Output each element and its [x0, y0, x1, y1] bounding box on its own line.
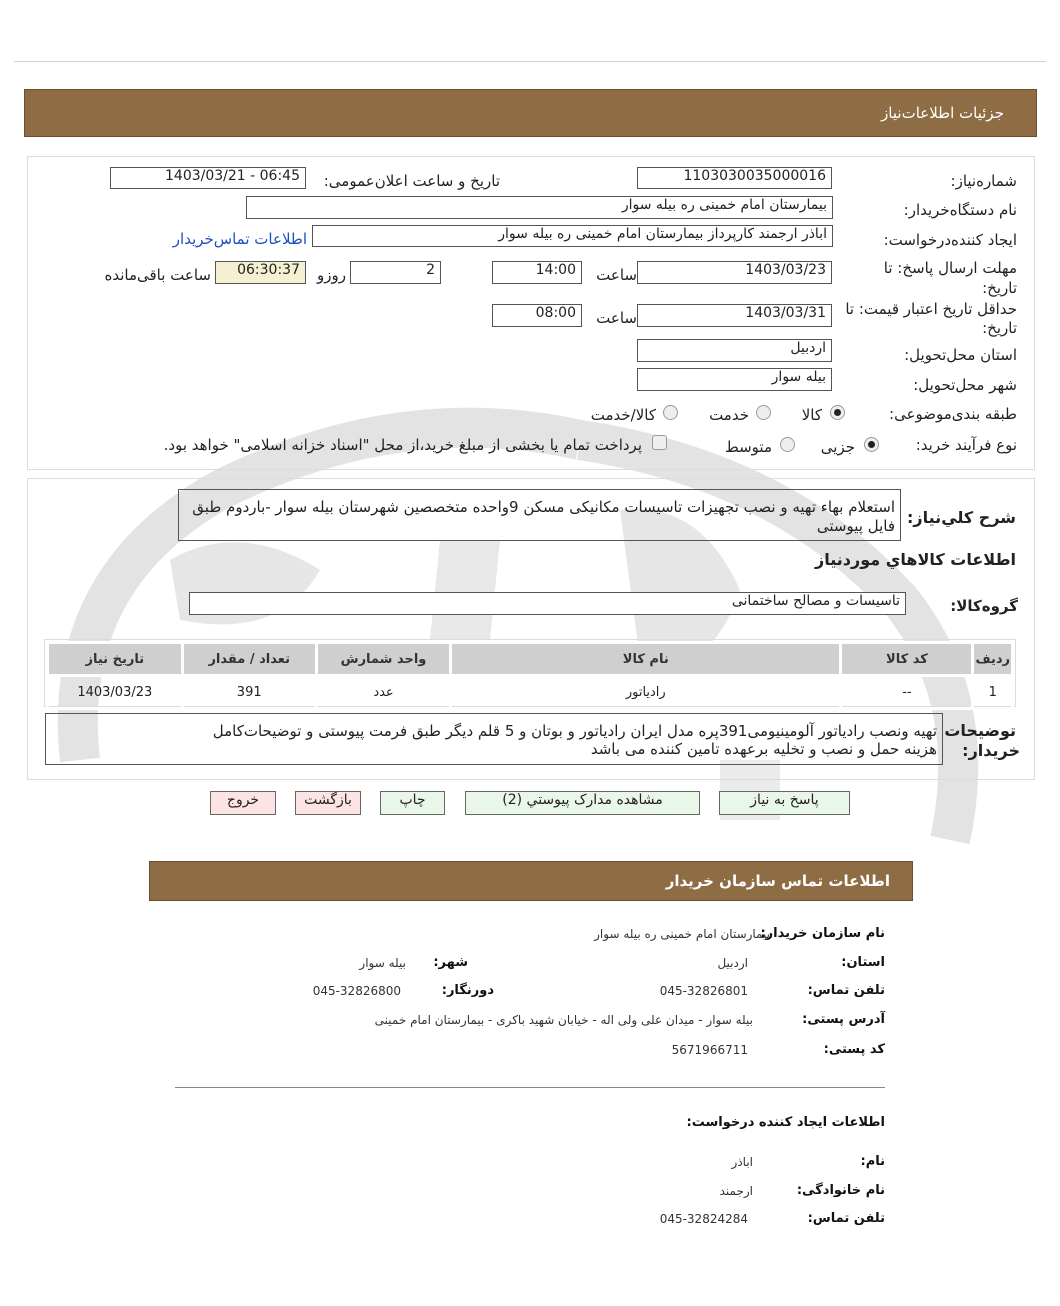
col-unit: واحد شمارش: [316, 643, 450, 676]
contact-phone-label: تلفن تماس:: [807, 983, 885, 998]
process-medium-radio[interactable]: [780, 437, 795, 452]
category-goods-radio[interactable]: [830, 405, 845, 420]
deadline-date-field: 1403/03/23: [637, 261, 832, 284]
top-divider: [14, 61, 1046, 62]
table-header-row: [48, 643, 1013, 676]
contact-address-value: بیله سوار - میدان علی ولی اله - خیابان شهید باکری - بیمارستان امام خمینی: [374, 1013, 753, 1027]
contact-title: اطلاعات تماس سازمان خریدار: [665, 872, 890, 890]
buyer-org-label: نام دستگاه‌خریدار:: [903, 201, 1017, 219]
contact-city-value: بیله سوار: [359, 956, 406, 970]
creator-family-label: نام خانوادگی:: [796, 1183, 885, 1198]
category-goods-service-radio[interactable]: [663, 405, 678, 420]
validity-time-field: 08:00: [492, 304, 582, 327]
creator-label: ایجاد کننده‌درخواست:: [883, 231, 1017, 249]
creator-info-title: اطلاعات ایجاد کننده درخواست:: [686, 1115, 885, 1130]
items-table: [46, 641, 1014, 710]
validity-label-2: تاریخ:: [982, 319, 1017, 337]
table-row: [48, 676, 1013, 709]
validity-label: حداقل تاریخ اعتبار قیمت: تا: [845, 300, 1017, 318]
deadline-label: مهلت ارسال پاسخ: تا تاریخ:: [883, 259, 1017, 297]
validity-time-label: ساعت: [596, 309, 637, 327]
page-title: جزئیات اطلاعات‌نیاز: [881, 104, 1004, 122]
category-service-radio[interactable]: [756, 405, 771, 420]
buyer-notes-line-2: هزینه حمل و نصب و تخلیه برعهده تامین کننده می باشد: [590, 740, 937, 758]
buyer-notes-label: توضیحات: [944, 721, 1016, 740]
contact-divider: [175, 1087, 885, 1088]
col-item-code: کد کالا: [841, 643, 973, 676]
col-row-number: ردیف: [973, 643, 1013, 676]
contact-org-label: نام سازمان خریدار:: [760, 926, 885, 941]
buyer-contact-link[interactable]: اطلاعات تماس‌خریدار: [172, 230, 307, 248]
category-service-label: خدمت: [709, 406, 749, 424]
goods-group-label: گروه‌کالا:: [950, 597, 1018, 615]
announce-label: تاریخ و ساعت اعلان‌عمومی:: [323, 172, 500, 190]
process-label: نوع فرآیند خرید:: [915, 436, 1017, 454]
deadline-time-field: 14:00: [492, 261, 582, 284]
days-field: 2: [350, 261, 441, 284]
process-medium-label: متوسط: [724, 438, 772, 456]
buyer-notes-label-2: خریدار:: [962, 741, 1020, 760]
exit-button[interactable]: خروج: [210, 791, 276, 815]
need-number-field: 1103030035000016: [637, 167, 832, 189]
reply-button[interactable]: پاسخ به نیاز: [719, 791, 850, 815]
city-label: شهر محل‌تحویل:: [913, 376, 1017, 394]
creator-phone-label: تلفن تماس:: [807, 1211, 885, 1226]
category-label: طبقه بندی‌موضوعی:: [889, 405, 1017, 423]
category-goods-service-label: کالا/خدمت: [590, 406, 656, 424]
contact-header: [149, 861, 913, 901]
creator-family-value: ارجمند: [719, 1184, 753, 1198]
col-need-date: تاریخ نیاز: [48, 643, 183, 676]
col-quantity: تعداد / مقدار: [182, 643, 316, 676]
days-label: روزو: [317, 266, 346, 284]
cell-quantity: 391: [182, 676, 316, 709]
deadline-time-label: ساعت: [596, 266, 637, 284]
goods-info-title: اطلاعات کالاهاي موردنیاز: [815, 550, 1016, 569]
announce-field: 1403/03/21 - 06:45: [110, 167, 306, 189]
summary-label: شرح کلي‌نیاز:: [907, 508, 1016, 527]
contact-fax-value: 045-32826800: [312, 984, 401, 998]
contact-phone-value: 045-32826801: [659, 984, 748, 998]
contact-province-label: استان:: [841, 955, 885, 970]
creator-field: اباذر ارجمند کارپرداز بیمارستان امام خمینی ره بیله سوار: [312, 225, 833, 247]
contact-address-label: آدرس پستی:: [802, 1012, 885, 1027]
category-goods-label: کالا: [801, 406, 822, 424]
contact-org-value: بیمارستان امام خمینی ره بیله سوار: [594, 927, 770, 941]
back-button[interactable]: بازگشت: [295, 791, 361, 815]
summary-text-box: استعلام بهاء تهیه و نصب تجهیزات تاسیسات مکانیکی مسکن 9واحده متخصصین شهرستان بیله سوار -باردوم طبق فایل پیوستی: [178, 489, 901, 541]
contact-postal-label: کد پستی:: [823, 1042, 885, 1057]
cell-unit: عدد: [316, 676, 450, 709]
cell-row-number: 1: [973, 676, 1013, 709]
need-number-label: شماره‌نیاز:: [950, 172, 1017, 190]
buyer-org-field: بیمارستان امام خمینی ره بیله سوار: [246, 196, 833, 219]
buyer-notes-line-1: تهیه ونصب رادیاتور آلومینیومی391پره مدل ایران رادیاتور و بوتان و 5 قلم دیگر طبق فرمت پیوستی و توضیحات‌کامل: [212, 722, 937, 740]
contact-province-value: اردبیل: [717, 956, 748, 970]
cell-need-date: 1403/03/23: [48, 676, 183, 709]
process-minor-label: جزیی: [820, 438, 855, 456]
contact-postal-value: 5671966711: [671, 1043, 748, 1057]
contact-fax-label: دورنگار:: [441, 983, 494, 998]
province-field: اردبیل: [637, 339, 832, 362]
treasury-payment-checkbox[interactable]: [652, 435, 667, 450]
view-docs-button[interactable]: مشاهده مدارک پیوستي (2): [465, 791, 700, 815]
treasury-payment-text: پرداخت تمام یا بخشی از مبلغ خرید،از محل "اسناد خزانه اسلامی" خواهد بود.: [163, 436, 642, 454]
creator-name-value: اباذر: [731, 1155, 753, 1169]
cell-item-name: رادیاتور: [451, 676, 841, 709]
city-field: بیله سوار: [637, 368, 832, 391]
print-button[interactable]: چاپ: [380, 791, 445, 815]
validity-date-field: 1403/03/31: [637, 304, 832, 327]
col-item-name: نام کالا: [451, 643, 841, 676]
contact-city-label: شهر:: [433, 955, 468, 970]
cell-item-code: --: [841, 676, 973, 709]
creator-name-label: نام:: [860, 1154, 885, 1169]
process-minor-radio[interactable]: [864, 437, 879, 452]
remaining-time-field: 06:30:37: [215, 261, 306, 284]
remaining-label: ساعت باقی‌مانده: [104, 266, 211, 284]
goods-group-field: تاسیسات و مصالح ساختمانی: [189, 592, 906, 615]
buyer-notes-box: [45, 713, 943, 765]
page-header: [24, 89, 1037, 137]
creator-phone-value: 045-32824284: [659, 1212, 748, 1226]
province-label: استان محل‌تحویل:: [904, 346, 1017, 364]
